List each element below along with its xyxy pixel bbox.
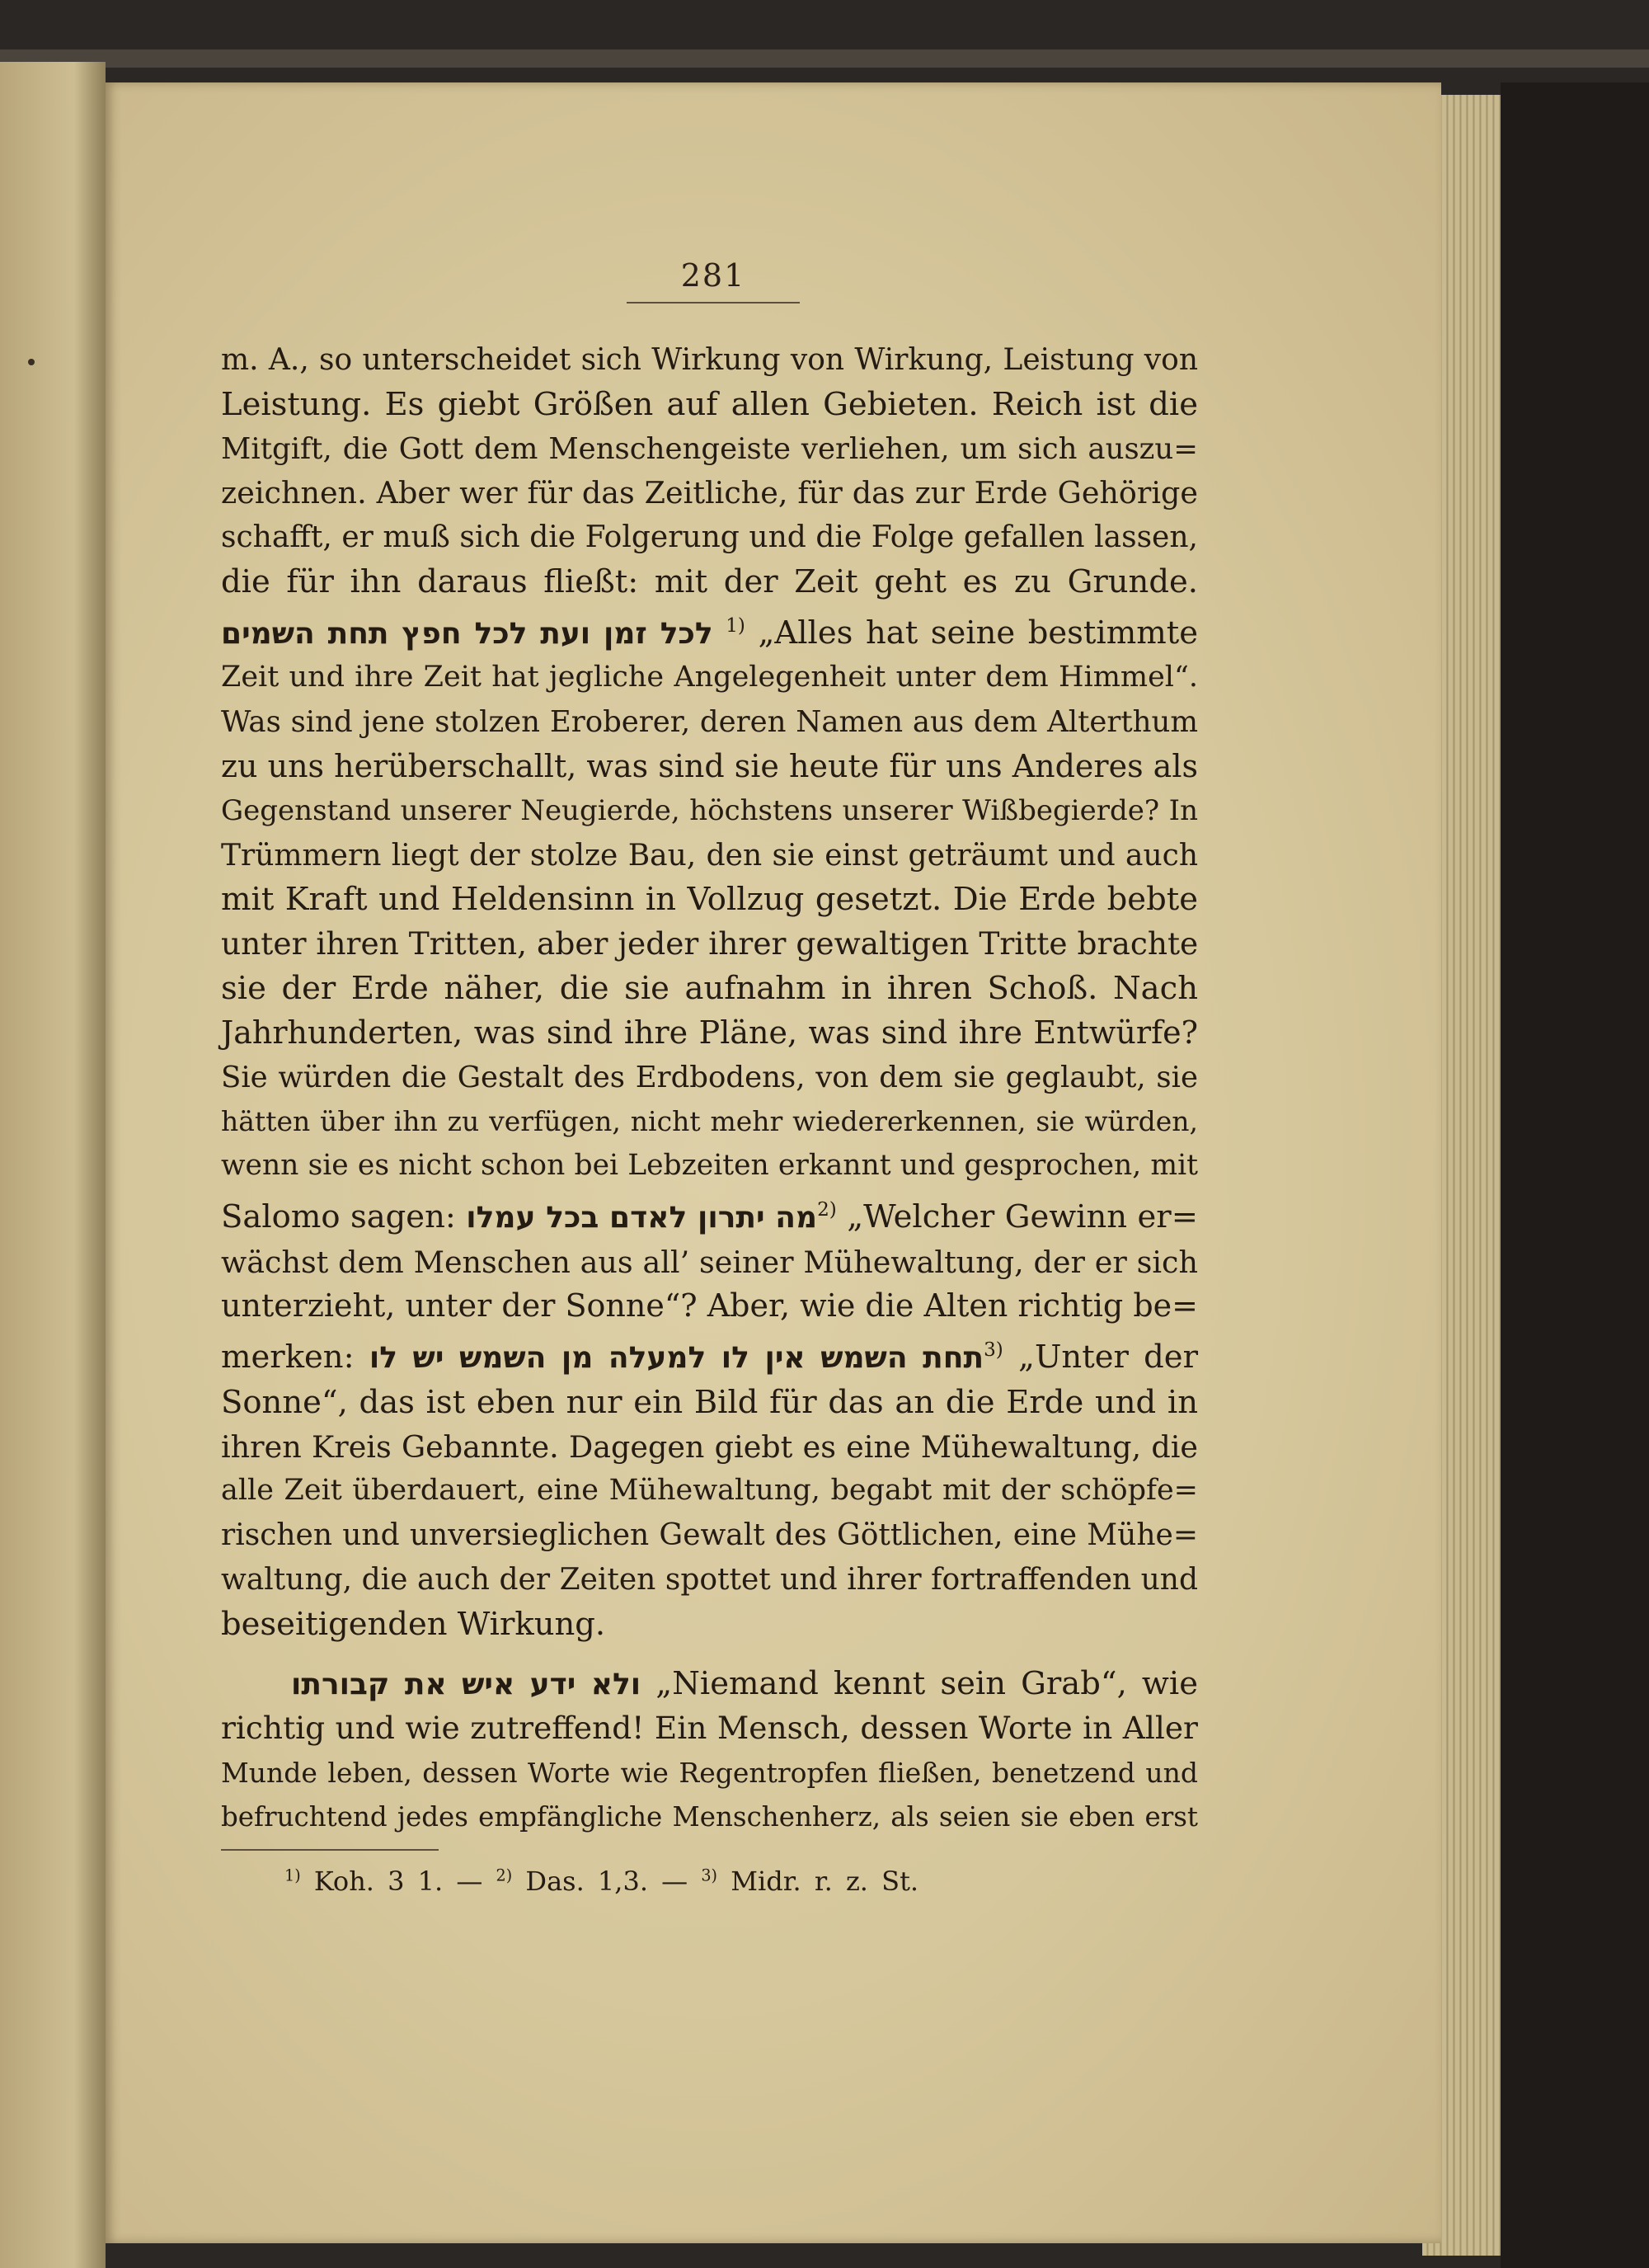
paper-mark (28, 359, 35, 365)
book-top-edge (0, 49, 1649, 68)
text-segment: „Welcher Gewinn er= (847, 1198, 1198, 1235)
footnote-marker: 3) (984, 1339, 1003, 1362)
text-line: wenn sie es nicht schon bei Lebzeiten erkannt und gesprochen, mit (221, 1149, 1198, 1183)
footnote-text: Midr. r. z. St. (731, 1866, 919, 1897)
text-segment: „Alles hat seine bestimmte (758, 614, 1198, 652)
text-line-hebrew-quote (221, 1188, 1198, 1240)
footnote-number: 1) (284, 1866, 301, 1885)
text-line: sie der Erde näher, die sie aufnahm in ihren Schoß. Nach (221, 969, 1198, 1007)
text-line: Leistung. Es giebt Größen auf allen Gebieten. Reich ist die (221, 385, 1198, 423)
text-line: wächst dem Menschen aus all’ seiner Mühewaltung, der er sich (221, 1244, 1198, 1280)
footnote-rule (221, 1849, 439, 1851)
paragraph-gap (221, 1647, 1198, 1662)
text-segment: „Niemand kennt sein Grab“, wie (655, 1664, 1198, 1702)
page-number: 281 (680, 257, 746, 294)
text-line-hebrew-quote (221, 1329, 1198, 1381)
text-line: zu uns herüberschallt, was sind sie heute für uns Anderes als (221, 748, 1198, 784)
footnote-text: Koh. 3 1. — (313, 1866, 483, 1897)
text-line: Was sind jene stolzen Eroberer, deren Namen aus dem Alterthum (221, 705, 1198, 740)
text-line: Munde leben, dessen Worte wie Regentropfen fließen, benetzend und (221, 1757, 1198, 1790)
text-line: ihren Kreis Gebannte. Dagegen giebt es eine Mühewaltung, die (221, 1428, 1198, 1465)
text-line: zeichnen. Aber wer für das Zeitliche, für das zur Erde Gehörige (221, 475, 1198, 511)
text-segment: „Unter der (1018, 1339, 1198, 1376)
text-line: richtig und wie zutreffend! Ein Mensch, dessen Worte in Aller (221, 1710, 1198, 1747)
book-cover-edge (1501, 82, 1649, 2268)
text-line: rischen und unversieglichen Gewalt des Göttlichen, eine Mühe= (221, 1518, 1198, 1553)
text-line: hätten über ihn zu verfügen, nicht mehr wiedererkennen, sie würden, (221, 1105, 1198, 1138)
body-text (221, 338, 1198, 1840)
text-line: unter ihren Tritten, aber jeder ihrer gewaltigen Tritte brachte (221, 925, 1199, 962)
text-line: Mitgift, die Gott dem Menschengeiste verliehen, um sich auszu= (221, 431, 1198, 466)
text-line-hebrew-quote (221, 1662, 1198, 1707)
hebrew-quote: לכל זמן ועת לכל חפץ תחת השמים (221, 616, 713, 651)
text-line: Trümmern liegt der stolze Bau, den sie einst geträumt und auch (221, 838, 1198, 873)
text-line: schafft, er muß sich die Folgerung und die Folge gefallen lassen, (221, 520, 1198, 555)
text-line: die für ihn daraus fließt: mit der Zeit geht es zu Grunde. (221, 562, 1198, 600)
hebrew-quote: תחת השמש אין לו למעלה מן השמש יש לו (369, 1341, 984, 1376)
hebrew-quote: ולא ידע איש את קבורתו (291, 1667, 641, 1701)
footnote-number: 3) (701, 1866, 718, 1885)
footnote-marker: 2) (817, 1198, 837, 1221)
text-segment: merken: (221, 1339, 355, 1376)
text-line: alle Zeit überdauert, eine Mühewaltung, begabt mit der schöpfe= (221, 1474, 1198, 1508)
text-line-hebrew-quote (221, 605, 1198, 656)
footnotes (284, 1866, 918, 1897)
page-number-rule (627, 302, 800, 303)
text-line: m. A., so unterscheidet sich Wirkung von Wirkung, Leistung von (221, 343, 1198, 377)
footnote-marker: 1) (726, 614, 745, 637)
text-segment: Salomo sagen: (221, 1198, 456, 1235)
left-page-edge (0, 62, 106, 2268)
text-line: Jahrhunderten, was sind ihre Pläne, was sind ihre Entwürfe? (221, 1014, 1198, 1051)
text-line: unterzieht, unter der Sonne“? Aber, wie die Alten richtig be= (221, 1287, 1198, 1325)
text-line: mit Kraft und Heldensinn in Vollzug gesetzt. Die Erde bebte (221, 881, 1198, 919)
text-line: Zeit und ihre Zeit hat jegliche Angelegenheit unter dem Himmel“. (221, 661, 1198, 694)
footnote-number: 2) (496, 1866, 513, 1885)
text-line: Gegenstand unserer Neugierde, höchstens unserer Wißbegierde? In (221, 793, 1198, 827)
text-line: Sie würden die Gestalt des Erdbodens, von dem sie geglaubt, sie (221, 1060, 1198, 1094)
text-line: beseitigenden Wirkung. (221, 1605, 606, 1643)
text-line: waltung, die auch der Zeiten spottet und ihrer fortraffenden und (221, 1563, 1198, 1597)
text-line: befruchtend jedes empfängliche Menschenherz, als seien sie eben erst (221, 1800, 1198, 1833)
footnote-text: Das. 1,3. — (525, 1866, 688, 1897)
text-line: Sonne“, das ist eben nur ein Bild für das an die Erde und in (221, 1383, 1198, 1421)
hebrew-quote: מה יתרון לאדם בכל עמלו (466, 1200, 818, 1235)
